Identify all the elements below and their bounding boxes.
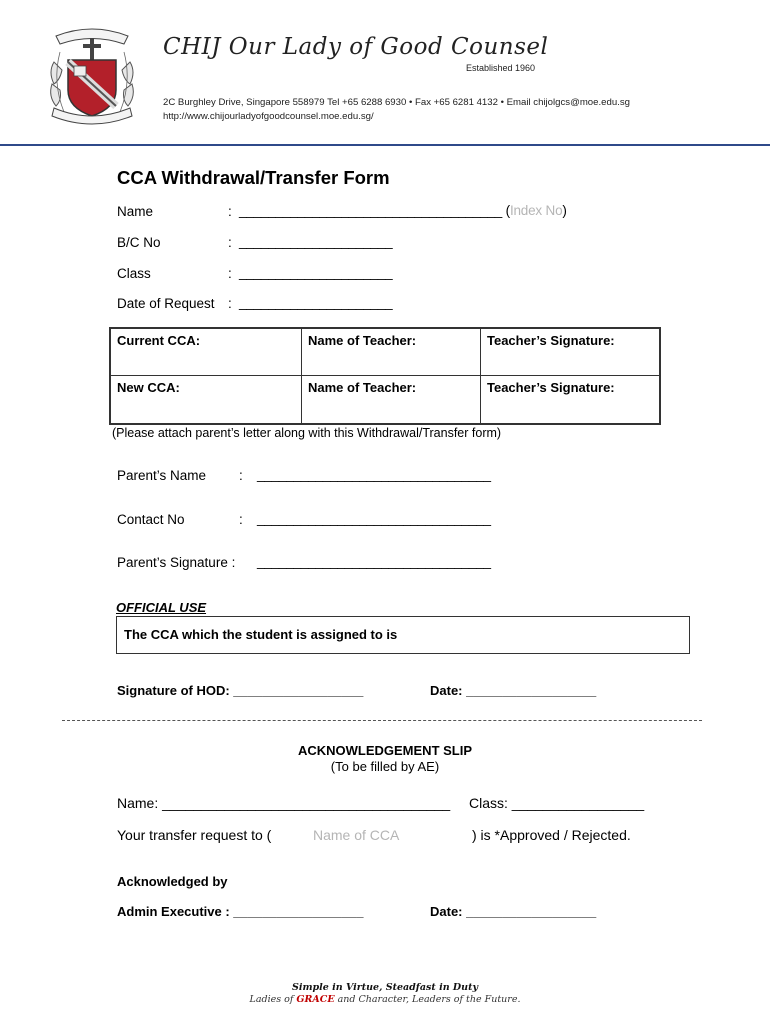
cca-table <box>109 327 661 425</box>
new-teacher-name-cell[interactable]: Name of Teacher: <box>302 375 481 424</box>
contact-no-colon: : <box>239 512 243 527</box>
class-label: Class <box>117 266 151 281</box>
acknowledgement-title: ACKNOWLEDGEMENT SLIP <box>297 743 473 758</box>
established-year: Established 1960 <box>466 63 536 73</box>
date-of-request-label: Date of Request <box>117 296 215 311</box>
name-label: Name <box>117 204 154 219</box>
name-field[interactable] <box>239 203 567 218</box>
tagline-prefix: Ladies of <box>249 994 294 1005</box>
form-title: CCA Withdrawal/Transfer Form <box>117 167 390 188</box>
school-address: 2C Burghley Drive, Singapore 558979 Tel +65 6288 6930 • Fax +65 6281 4132 • Email chijolgcs@moe.edu.sg <box>163 97 630 108</box>
index-close-paren: ) <box>562 203 567 218</box>
school-website-link[interactable]: http://www.chijourladyofgoodcounsel.moe.edu.sg/ <box>163 111 374 122</box>
ack-date-field[interactable]: Date: __________________ <box>430 904 597 919</box>
assigned-cca-text: The CCA which the student is assigned to is <box>124 627 398 642</box>
school-crest-logo <box>46 22 138 126</box>
tagline-suffix: and Character, Leaders of the Future. <box>337 994 521 1005</box>
current-cca-cell[interactable]: Current CCA: <box>110 328 302 375</box>
official-use-heading: OFFICIAL USE <box>116 600 207 615</box>
attach-note: (Please attach parent’s letter along with this Withdrawal/Transfer form) <box>112 426 502 440</box>
current-teacher-signature-cell[interactable]: Teacher’s Signature: <box>481 328 661 375</box>
index-no-placeholder: Index No <box>509 203 563 218</box>
header-divider <box>0 144 770 146</box>
name-colon: : <box>228 204 232 219</box>
tagline-grace: GRACE <box>296 994 335 1005</box>
current-teacher-name-cell[interactable]: Name of Teacher: <box>302 328 481 375</box>
parent-name-colon: : <box>239 468 243 483</box>
ack-class-field[interactable]: Class: _________________ <box>469 795 645 811</box>
official-date-field[interactable]: Date: __________________ <box>430 683 597 698</box>
bc-no-colon: : <box>228 235 232 250</box>
parent-name-label: Parent’s Name <box>117 468 207 483</box>
new-cca-cell[interactable]: New CCA: <box>110 375 302 424</box>
bc-no-label: B/C No <box>117 235 161 250</box>
school-tagline <box>0 994 770 1005</box>
contact-no-label: Contact No <box>117 512 185 527</box>
admin-executive-field[interactable]: Admin Executive : __________________ <box>117 904 364 919</box>
index-open-paren: ( <box>505 203 510 218</box>
new-teacher-signature-cell[interactable]: Teacher’s Signature: <box>481 375 661 424</box>
transfer-request-status: ) is *Approved / Rejected. <box>472 827 631 843</box>
hod-signature-field[interactable]: Signature of HOD: __________________ <box>117 683 364 698</box>
school-name: CHIJ Our Lady of Good Counsel <box>163 34 549 60</box>
name-field-line: ____________________________________ <box>239 203 503 218</box>
parent-name-field[interactable]: ________________________________ <box>257 467 491 482</box>
acknowledgement-subtitle: (To be filled by AE) <box>330 759 440 774</box>
parent-signature-field[interactable]: ________________________________ <box>257 554 491 569</box>
cca-name-placeholder[interactable]: Name of CCA <box>313 827 400 843</box>
contact-no-field[interactable]: ________________________________ <box>257 511 491 526</box>
parent-signature-label: Parent’s Signature : <box>117 555 236 570</box>
ack-name-field[interactable]: Name: _____________________________________ <box>117 795 451 811</box>
class-field[interactable]: _____________________ <box>239 265 393 280</box>
transfer-request-prefix: Your transfer request to ( <box>117 827 272 843</box>
bc-no-field[interactable]: _____________________ <box>239 234 393 249</box>
school-motto: Simple in Virtue, Steadfast in Duty <box>292 982 478 993</box>
acknowledged-by-label: Acknowledged by <box>117 874 228 889</box>
class-colon: : <box>228 266 232 281</box>
date-of-request-field[interactable]: _____________________ <box>239 295 393 310</box>
date-of-request-colon: : <box>228 296 232 311</box>
cut-line-divider <box>62 720 702 721</box>
